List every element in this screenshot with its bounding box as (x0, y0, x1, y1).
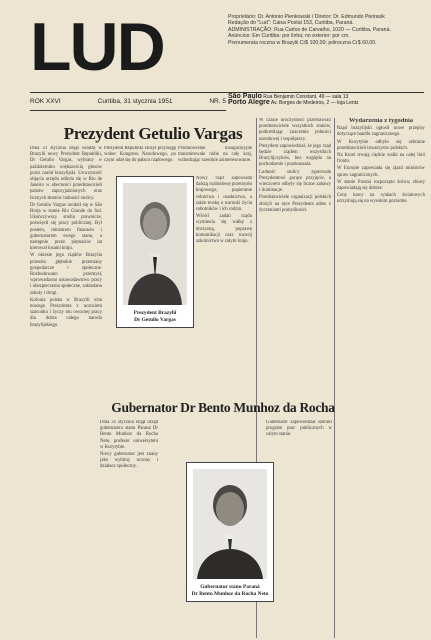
dateline (30, 94, 226, 109)
issue-number: NR. 5 (209, 98, 226, 105)
article1-column-right: Przemówienie inauguracyjne transmitowało radio na cały kraj, wzbudzając szerokie zainteresowanie. (178, 146, 252, 164)
top-rule (30, 92, 424, 93)
city-porto-alegre: Porto Alegre (228, 99, 270, 106)
masthead (30, 9, 220, 85)
note-line: Anúncios: Em Curitiba: por linha; no exterior: por cm. (228, 33, 350, 40)
volume-label: ROK XXVI (30, 98, 61, 105)
vargas-caption (117, 310, 193, 323)
date-label: Curitiba, 31 stycznia 1951 (97, 98, 173, 105)
rocha-caption-2: Dr Bento Munhoz da Rocha Neto (191, 590, 269, 597)
article1-column-middle: Prezydent Republiki złożył przysięgę wobec Kongresu Narodowego, po czym udał się do pałacu rządowego. (104, 146, 176, 164)
sidebar-news: Wydarzenia z tygodnia Rząd brazylijski ogłosił nowe przepisy dotyczące handlu zagranicznego. W Kurytybie odbyło się zebranie przedstawicieli towarzystw polskich. Na Korei trwają ciężkie walki na całej linii frontu. W Europie zapowiada się zjazd ministrów spraw zagranicznych. W stanie Paraná rozpoczęto żniwa; zbiory zapowiadają się dobrze. Ceny kawy na rynkach światowych utrzymują się na wysokim poziomie. (337, 118, 425, 205)
masthead-logo: LUD (30, 9, 164, 85)
city-sao-paulo: São Paulo (228, 93, 262, 100)
rocha-photo (193, 469, 267, 579)
editor-line: Redação do "Lud": Caixa Postal 153, Curitiba, Paraná. (228, 20, 354, 27)
column-divider-2 (334, 118, 335, 638)
vargas-photo (123, 183, 187, 305)
sidebar-heading: Wydarzenia z tygodnia (348, 118, 414, 124)
admin-line: ADMINISTRAÇÃO: Rua Carlos de Carvalho, 1020 — Curitiba, Paraná. (228, 26, 391, 33)
vargas-photo-frame (116, 176, 194, 328)
rocha-caption-1: Gubernator stanu Paraná (200, 584, 260, 591)
rocha-photo-frame (186, 462, 274, 602)
bottom-rule (30, 110, 226, 111)
vargas-caption-1: Prezydent Brazylii (133, 310, 177, 317)
city-offices (228, 94, 424, 106)
rocha-portrait-icon (193, 469, 267, 579)
publisher-info (228, 14, 424, 46)
city-sao-paulo-text: Rua Benjamin Constant, 49 — sala 13 (263, 94, 349, 100)
article2-headline: Gubernator Dr Bento Munhoz da Rocha (111, 400, 335, 415)
article1-column-far: W czasie uroczystości przemawiali przedstawiciele wszystkich stanów, podkreślając znaczenie jedności narodowej i współpracy. Prezydent zapowiedział, że jego rząd będzie rządem wszystkich Brazylijczyków, bez względu na pochodzenie i przekonania. Ludność stolicy zgotowała Prezydentowi gorące przyjęcie, a wieczorem odbyły się liczne zabawy i iluminacje. Przedstawiciele organizacji polskich złożyli na ręce Prezydenta adres z życzeniami pomyślności. (259, 118, 331, 213)
vargas-portrait-icon (123, 183, 187, 305)
rocha-caption (187, 584, 273, 597)
subscription-line: Prenumerata roczna w Brazylii Cr$ 100,00; półroczna Cr$ 60,00. (228, 39, 377, 46)
article1-column-left: Dnia 31 stycznia objął władzę w Brazylii nowy Prezydent Republiki, Dr Getulio Vargas, wybrany w październiku większością głosów przez naród brazylijski. Uroczystość objęcia urzędu odbyła się w Rio de Janeiro w obecności przedstawicieli państw zaprzyjaźnionych oraz licznych tłumów ludności stolicy. Dr Getulio Vargas urodził się w São Borja w stanie Rio Grande do Sul. Ukończywszy studia prawnicze, poświęcił się pracy publicznej. Był posłem, ministrem finansów i gubernatorem swego stanu, a następnie przez piętnaście lat kierował losami kraju. W okresie jego rządów Brazylia przeszła głębokie przemiany gospodarcze i społeczne. Rozbudowano przemysł, wprowadzono ustawodawstwo pracy i ubezpieczenia społeczne, zakładano szkoły i drogi. Kolonia polska w Brazylii wita nowego Prezydenta z uczuciem szacunku i życzy mu owocnej pracy dla dobra całego narodu brazylijskiego. (30, 146, 102, 328)
vargas-caption-2: Dr Getulio Vargas (134, 316, 176, 323)
city-porto-alegre-text: Av. Borges de Medeiros, 2 — loja Lentz (270, 100, 359, 106)
article2-column-left: Dnia 31 stycznia objął urząd gubernatora stanu Paraná Dr Bento Munhoz da Rocha Neto, profesor uniwersytetu w Kurytybie. Nowy gubernator jest znany jako wybitny uczony i działacz społeczny. (100, 420, 158, 470)
article1-headline: Prezydent Getulio Vargas (63, 124, 243, 143)
article1-column-center-2: Nowy rząd zapowiada dalszą rozbudowę przemysłu krajowego, popieranie rolnictwa i osadnictwa, a także troskę o warunki życia robotników i ich rodzin. Wśród zadań rządu wymienia się walkę z drożyzną, poprawę komunikacji oraz rozwój szkolnictwa w całym kraju. (196, 176, 252, 245)
proprietor-line: Proprietário: Dr. Antonio Pienkowski / Diretor: Dr. Edmundo Pietrasik (228, 14, 385, 20)
article2-column-right: Gubernator zapowiedział szeroki program prac publicznych w całym stanie. (266, 420, 332, 438)
